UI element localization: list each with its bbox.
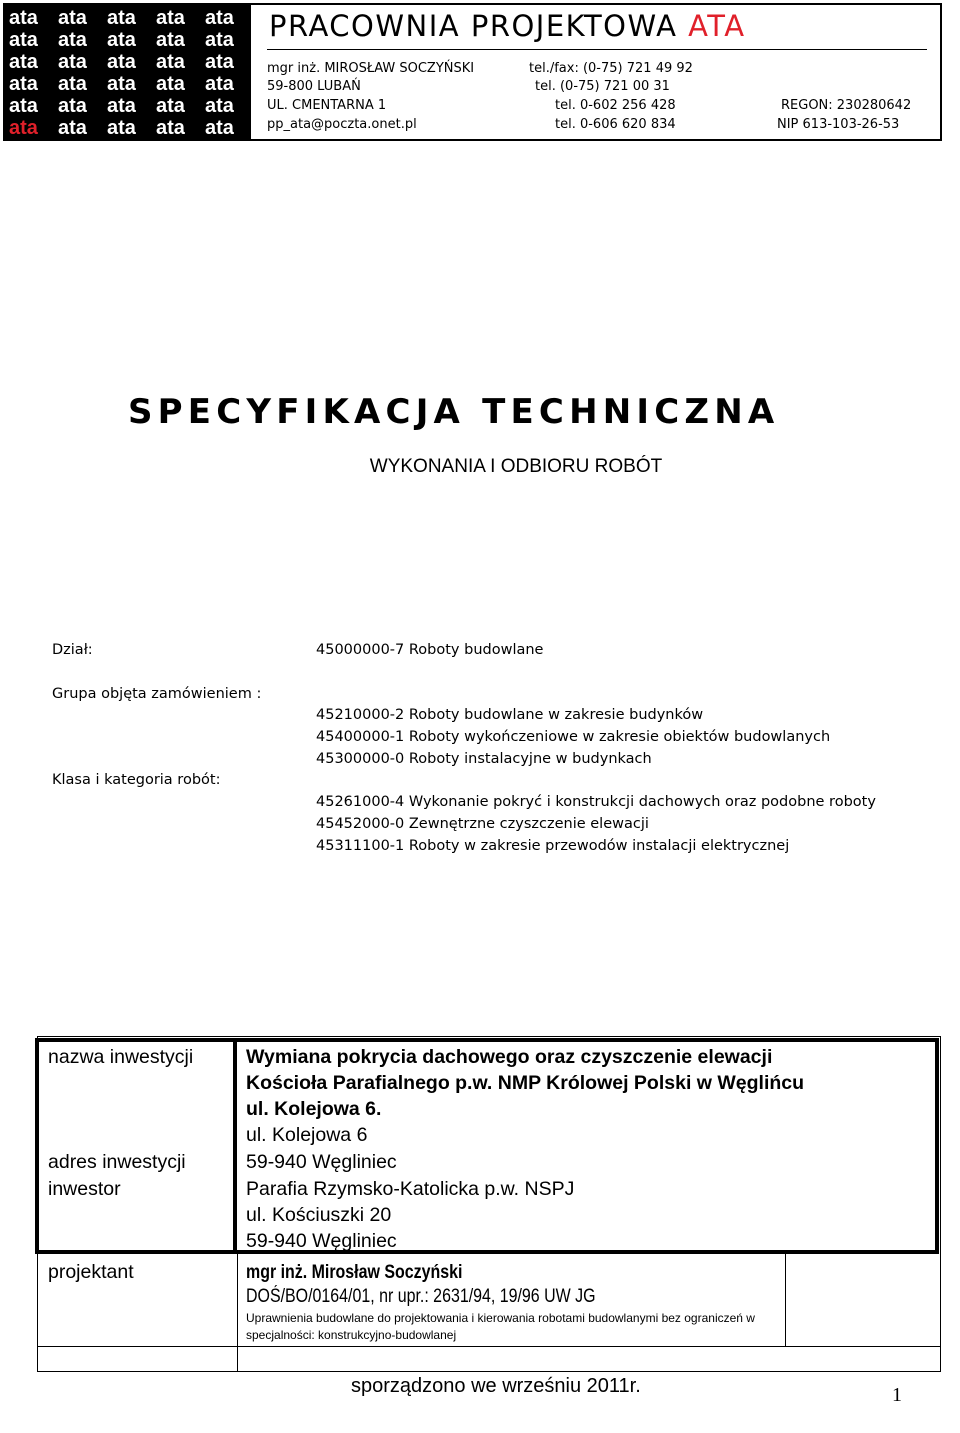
logo-word: ata xyxy=(58,117,87,139)
logo-word: ata xyxy=(156,29,185,51)
contact-person: mgr inż. MIROSŁAW SOCZYŃSKI xyxy=(267,61,475,76)
logo-word: ata xyxy=(205,29,234,51)
table-border xyxy=(35,1038,39,1254)
logo-word: ata xyxy=(9,95,38,117)
logo-word: ata xyxy=(9,29,38,51)
logo-word: ata xyxy=(107,73,136,95)
logo-word: ata xyxy=(58,29,87,51)
klasa-item: 45311100-1 Roboty w zakresie przewodów instalacji elektrycznej xyxy=(316,838,790,854)
inwestor-line: Parafia Rzymsko-Katolicka p.w. NSPJ xyxy=(246,1178,575,1200)
klasa-item: 45452000-0 Zewnętrzne czyszczenie elewacji xyxy=(316,816,649,832)
nazwa-inwestycji-line: Kościoła Parafialnego p.w. NMP Królowej Polski w Węglińcu xyxy=(246,1072,805,1094)
document-title: SPECYFIKACJA TECHNICZNA xyxy=(128,392,780,432)
contact-phone-fax: tel./fax: (0-75) 721 49 92 xyxy=(529,61,693,76)
logo-word: ata xyxy=(107,51,136,73)
adres-inwestycji-line: 59-940 Węgliniec xyxy=(246,1151,397,1173)
contact-phone-2: tel. 0-602 256 428 xyxy=(555,98,676,113)
logo-word: ata xyxy=(9,73,38,95)
firm-name xyxy=(269,9,746,43)
grupa-item: 45210000-2 Roboty budowlane w zakresie budynków xyxy=(316,707,704,723)
letterhead-divider xyxy=(267,49,927,50)
logo-word: ata xyxy=(107,117,136,139)
table-border xyxy=(37,1346,941,1347)
logo-row xyxy=(9,51,251,73)
logo-word: ata xyxy=(58,95,87,117)
logo-row xyxy=(9,95,251,117)
table-border xyxy=(233,1038,237,1254)
contact-street: UL. CMENTARNA 1 xyxy=(267,98,387,113)
grupa-label: Grupa objęta zamówieniem : xyxy=(52,686,262,702)
table-border xyxy=(935,1038,939,1254)
contact-regon: REGON: 230280642 xyxy=(781,98,912,113)
logo-word: ata xyxy=(156,73,185,95)
inwestor-line: 59-940 Węgliniec xyxy=(246,1230,397,1252)
klasa-label: Klasa i kategoria robót: xyxy=(52,772,221,788)
ata-logo xyxy=(5,5,251,139)
contact-phone-1: tel. (0-75) 721 00 31 xyxy=(535,79,670,94)
contact-email[interactable]: pp_ata@poczta.onet.pl xyxy=(267,117,417,132)
dzial-label: Dział: xyxy=(52,642,93,658)
logo-word: ata xyxy=(9,51,38,73)
letterhead xyxy=(3,3,942,141)
grupa-item: 45300000-0 Roboty instalacyjne w budynkach xyxy=(316,751,652,767)
contact-phone-3: tel. 0-606 620 834 xyxy=(555,117,676,132)
page-number: 1 xyxy=(892,1384,902,1406)
logo-row xyxy=(9,29,251,51)
contact-city: 59-800 LUBAŃ xyxy=(267,79,361,94)
table-border xyxy=(35,1038,939,1042)
logo-word: ata xyxy=(58,73,87,95)
logo-word: ata xyxy=(9,117,38,139)
nazwa-inwestycji-line: ul. Kolejowa 6. xyxy=(246,1098,382,1120)
logo-word: ata xyxy=(205,95,234,117)
logo-word: ata xyxy=(156,7,185,29)
firm-name-prefix: PRACOWNIA PROJEKTOWA xyxy=(269,9,678,43)
adres-inwestycji-line: ul. Kolejowa 6 xyxy=(246,1124,368,1146)
logo-word: ata xyxy=(58,7,87,29)
logo-word: ata xyxy=(58,51,87,73)
projektant-label: projektant xyxy=(48,1261,134,1283)
logo-word: ata xyxy=(205,7,234,29)
logo-word: ata xyxy=(156,117,185,139)
logo-word: ata xyxy=(205,51,234,73)
logo-word: ata xyxy=(205,117,234,139)
table-border xyxy=(35,1250,939,1254)
logo-word: ata xyxy=(107,95,136,117)
contact-nip: NIP 613-103-26-53 xyxy=(777,117,900,132)
logo-word: ata xyxy=(9,7,38,29)
firm-name-suffix: ATA xyxy=(688,9,746,43)
nazwa-inwestycji-label: nazwa inwestycji xyxy=(48,1046,194,1068)
logo-word: ata xyxy=(107,29,136,51)
adres-inwestycji-label: adres inwestycji xyxy=(48,1151,186,1173)
logo-word: ata xyxy=(156,51,185,73)
table-border xyxy=(785,1254,786,1346)
inwestor-label: inwestor xyxy=(48,1178,121,1200)
logo-row xyxy=(9,117,251,139)
nazwa-inwestycji-line: Wymiana pokrycia dachowego oraz czyszczenie elewacji xyxy=(246,1046,773,1068)
klasa-item: 45261000-4 Wykonanie pokryć i konstrukcji dachowych oraz podobne roboty xyxy=(316,794,876,810)
logo-word: ata xyxy=(107,7,136,29)
logo-word: ata xyxy=(156,95,185,117)
grupa-item: 45400000-1 Roboty wykończeniowe w zakresie obiektów budowlanych xyxy=(316,729,831,745)
dzial-value: 45000000-7 Roboty budowlane xyxy=(316,642,544,658)
logo-row xyxy=(9,73,251,95)
document-subtitle: WYKONANIA I ODBIORU ROBÓT xyxy=(369,456,663,477)
inwestor-line: ul. Kościuszki 20 xyxy=(246,1204,392,1226)
projektant-note: Uprawnienia budowlane do projektowania i kierowania robotami budowlanymi bez ograniczeń w xyxy=(246,1311,755,1325)
document-date: sporządzono we wrześniu 2011r. xyxy=(351,1375,641,1397)
table-border xyxy=(237,1254,238,1371)
projektant-name: mgr inż. Mirosław Soczyński xyxy=(246,1262,463,1283)
projektant-license: DOŚ/BO/0164/01, nr upr.: 2631/94, 19/96 UW JG xyxy=(246,1286,596,1307)
projektant-note: specjalności: konstrukcyjno-budowlanej xyxy=(246,1328,457,1342)
logo-word: ata xyxy=(205,73,234,95)
logo-row xyxy=(9,7,251,29)
